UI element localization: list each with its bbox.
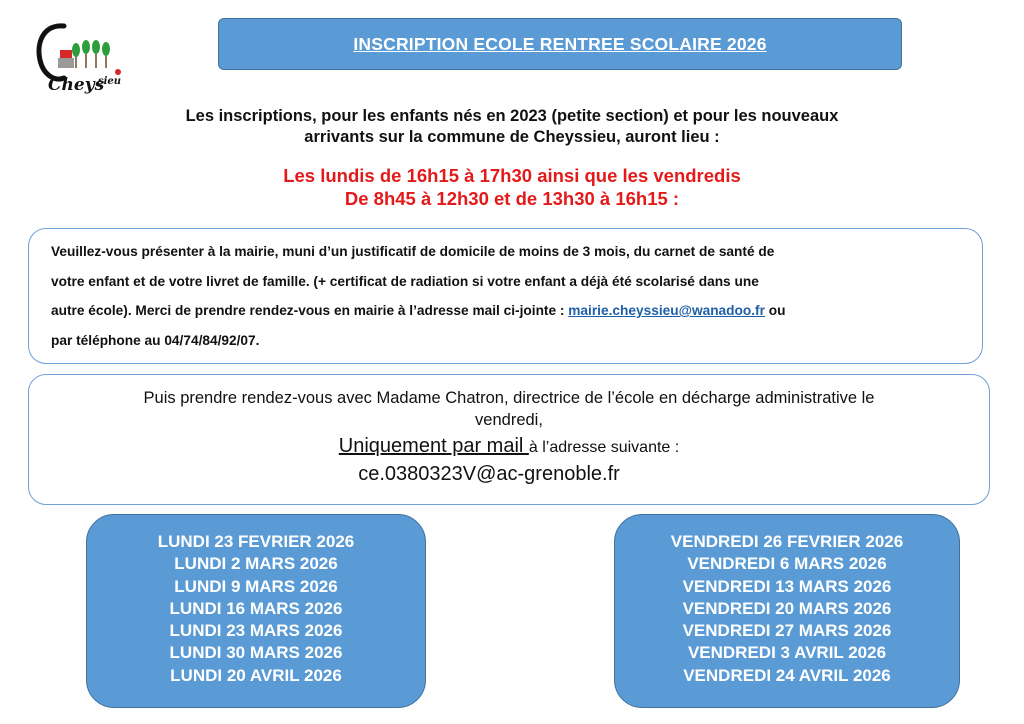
instructions-box	[28, 228, 983, 364]
title-banner	[218, 18, 902, 70]
page-title: INSCRIPTION ECOLE RENTREE SCOLAIRE 2026	[353, 33, 767, 54]
friday-date: VENDREDI 27 MARS 2026	[682, 621, 892, 641]
monday-date: LUNDI 2 MARS 2026	[174, 554, 338, 574]
monday-date: LUNDI 23 FEVRIER 2026	[157, 532, 355, 551]
monday-date: LUNDI 9 MARS 2026	[174, 576, 338, 596]
instructions-line-3-prefix: autre école). Merci de prendre rendez-vous en mairie à l’adresse mail ci-jointe :	[51, 303, 569, 318]
hours-line-1: Les lundis de 16h15 à 17h30 ainsi que les vendredis	[283, 165, 741, 186]
hours-line-2: De 8h45 à 12h30 et de 13h30 à 16h15 :	[344, 188, 680, 209]
appointment-line-3-rest: à l’adresse suivante :	[528, 439, 680, 456]
friday-date: VENDREDI 24 AVRIL 2026	[683, 665, 891, 685]
monday-dates-box	[86, 514, 426, 708]
monday-date: LUNDI 30 MARS 2026	[169, 643, 343, 663]
intro-line-1: Les inscriptions, pour les enfants nés en 2023 (petite section) et pour les nouveaux	[185, 107, 839, 125]
appointment-line-2: vendredi,	[475, 411, 543, 429]
hours-text	[100, 164, 924, 210]
monday-date: LUNDI 20 AVRIL 2026	[170, 665, 342, 685]
school-email[interactable]: ce.0380323V@ac-grenoble.fr	[358, 463, 620, 485]
intro-line-2: arrivants sur la commune de Cheyssieu, auront lieu :	[304, 128, 720, 146]
friday-date: VENDREDI 26 FEVRIER 2026	[670, 532, 904, 551]
friday-dates-box	[614, 514, 960, 708]
monday-date: LUNDI 23 MARS 2026	[169, 621, 343, 641]
logo-graphic	[34, 20, 134, 98]
cheyssieu-logo	[34, 20, 134, 98]
svg-text:sieu: sieu	[98, 76, 122, 87]
monday-date: LUNDI 16 MARS 2026	[169, 598, 343, 618]
svg-text:Cheys: Cheys	[48, 75, 105, 95]
mairie-email-link[interactable]: mairie.cheyssieu@wanadoo.fr	[568, 303, 765, 318]
friday-date: VENDREDI 3 AVRIL 2026	[687, 643, 887, 663]
instructions-line-3	[51, 296, 960, 326]
appointment-box	[28, 374, 990, 505]
appointment-line-3	[29, 433, 989, 461]
appointment-line-1: Puis prendre rendez-vous avec Madame Chatron, directrice de l’école en décharge administrative le	[143, 389, 875, 407]
friday-date: VENDREDI 13 MARS 2026	[682, 576, 892, 596]
instructions-line-2: votre enfant et de votre livret de famille. (+ certificat de radiation si votre enfant a déjà été scolarisé dans une	[51, 273, 759, 289]
intro-text	[100, 106, 924, 148]
friday-date: VENDREDI 6 MARS 2026	[687, 554, 887, 574]
friday-date: VENDREDI 20 MARS 2026	[682, 598, 892, 618]
email-only-emphasis: Uniquement par mail	[338, 435, 529, 457]
instructions-line-3-suffix: ou	[764, 303, 786, 318]
instructions-line-4: par téléphone au 04/74/84/92/07.	[51, 332, 260, 348]
instructions-line-1: Veuillez-vous présenter à la mairie, muni d’un justificatif de domicile de moins de 3 mois, du carnet de santé de	[51, 244, 775, 259]
